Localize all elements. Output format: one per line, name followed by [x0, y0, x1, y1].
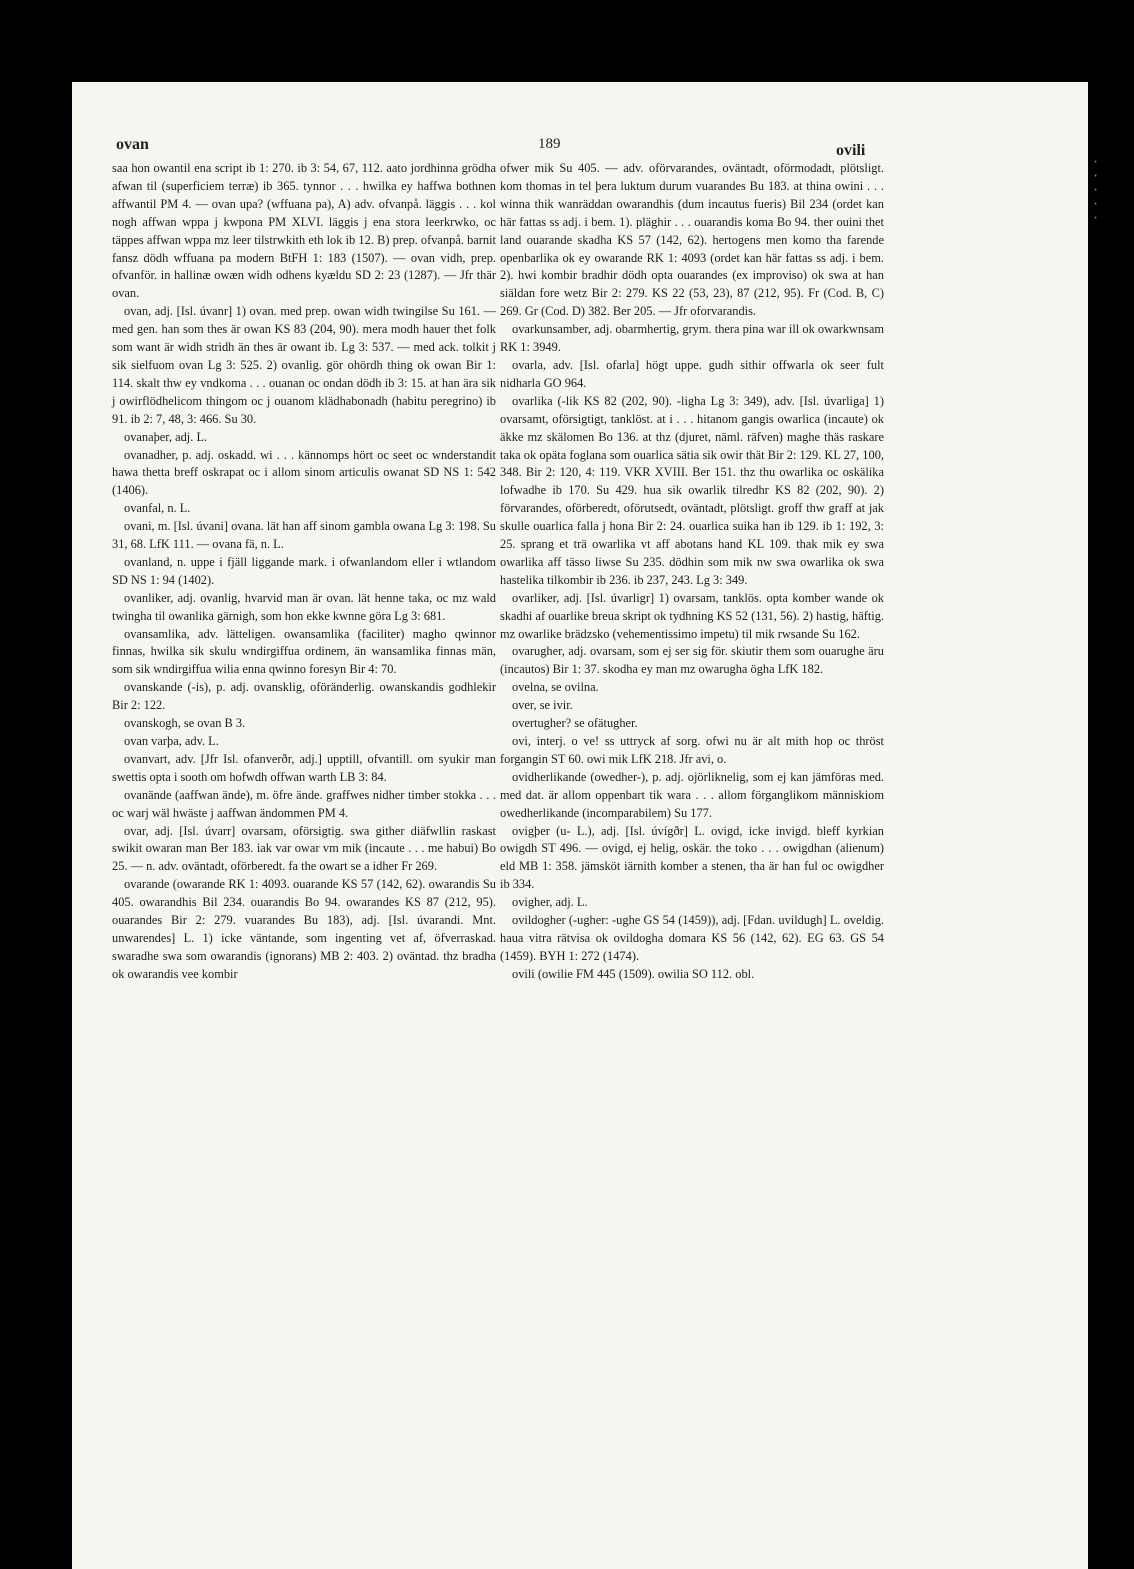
left-column	[112, 160, 496, 984]
dictionary-entry: ovan, adj. [Isl. úvanr] 1) ovan. med prep. owan widh twingilse Su 161. — med gen. han som thes är owan KS 83 (204, 90). mera modh hauer thet folk som want är widh stridh än thes är owant ib. Lg 3: 537. — med ack. tolkit j sik sielfuom ovan Lg 3: 525. 2) ovanlig. gör ohördh thing ok owan Bir 1: 114. skalt thw ey vndkoma . . . ouanan oc ondan dödh ib 3: 15. at han ära sik j owirflödhelicom thingom oc j ouanom klädhabonadh (habitu peregrino) ib 91. ib 2: 7, 48, 3: 466. Su 30.	[112, 304, 496, 426]
dictionary-entry: ovanskogh, se ovan B 3.	[124, 716, 246, 731]
dictionary-entry: ovarkunsamber, adj. obarmhertig, grym. thera pina war ill ok owarkwnsam RK 1: 3949.	[500, 322, 884, 355]
dictionary-entry: ovi, interj. o ve! ss uttryck af sorg. ofwi nu är alt mith hop oc thröst forgangin ST 60. owi mik LfK 218. Jfr avi, o.	[500, 734, 884, 766]
dictionary-entry: ovanaþer, adj. L.	[124, 429, 208, 444]
dictionary-entry: ovani, m. [Isl. úvani] ovana. lät han aff sinom gambla owana Lg 3: 198. Su 31, 68. LfK 111. — ovana fä, n. L.	[112, 519, 496, 552]
dictionary-entry: ovili (owilie FM 445 (1509). owilia SO 112. obl.	[512, 966, 755, 981]
dictionary-entry: over, se ivir.	[512, 698, 573, 713]
dictionary-entry: ovanfal, n. L.	[124, 501, 191, 516]
dictionary-entry: ovigher, adj. L.	[512, 895, 588, 910]
dictionary-entry: ovanliker, adj. ovanlig, hvarvid man är ovan. lät henne taka, oc mz wald twingha til owanlika gärnigh, som hon ekke kwnne göra Lg 3: 681.	[112, 590, 496, 623]
dictionary-entry: ovanskande (-is), p. adj. ovansklig, oföränderlig. owanskandis godhlekir Bir 2: 122.	[112, 680, 496, 713]
dictionary-entry: ovarla, adv. [Isl. ofarla] högt uppe. gudh sithir offwarla ok seer fult nidharla GO 964.	[500, 357, 884, 390]
right-column	[500, 160, 884, 984]
dictionary-entry: ovanland, n. uppe i fjäll liggande mark. i ofwanlandom eller i wtlandom SD NS 1: 94 (1402).	[112, 554, 496, 587]
dictionary-entry: ovidherlikande (owedher-), p. adj. ojörliknelig, som ej kan jämföras med. med dat. är allom oppenbart tik wara . . . allom förganglikom människiom owedherlikande (incomparabilem) Su 177.	[500, 769, 884, 820]
running-head-right: ovili	[836, 142, 866, 159]
dictionary-entry: ovan varþa, adv. L.	[124, 734, 219, 748]
margin-marks: · · · · ·	[1092, 155, 1110, 225]
dictionary-page	[72, 82, 1088, 1569]
dictionary-entry: overtugher? se ofätugher.	[512, 716, 638, 731]
dictionary-entry: ovarugher, adj. ovarsam, som ej ser sig för. skiutir them som ouarughe äru (incautos) Bir 1: 37. skodha ey man mz owarugha ögha LfK 182.	[500, 644, 884, 677]
dictionary-entry: ovanvart, adv. [Jfr Isl. ofanverðr, adj.] upptill, ofvantill. om syukir man swettis opta i sooth om hofwdh offwan warth LB 3: 84.	[112, 751, 496, 784]
dictionary-entry: ovansamlika, adv. lätteligen. owansamlika (faciliter) magho qwinnor finnas, hwilka sik skulu wndirgiffua ordinem, än wansamlika finnas män, som sik wndirgiffua wilia enna qwinno foresyn Bir 4: 70.	[112, 626, 496, 677]
dictionary-entry: ovarlika (-lik KS 82 (202, 90). -ligha Lg 3: 349), adv. [Isl. úvarliga] 1) ovarsamt, oförsigtigt, tanklöst. at i . . . hitanom gangis owarlica (incaute) ok äkke mz skälomen Bo 136. at thz (djuret, näml. räfven) maghe thäs raskare taka ok opäta foglana som ouarlica sätia sik owir thät Bir 2: 129. KL 27, 100, 348. Bir 2: 120, 4: 119. VKR XVIII. Ber 151. thz thu owarlika oc oskälika lofwadhe ib 170. Su 429. hua sik owarlik tilredhr KS 82 (202, 90). 2) förvarandes, oförberedt, oförutsedt, oväntadt, plötsligt. groff thw graff at jak skulle ouarlica falla j hona Bir 2: 24. ouarlica suika han ib 129. ib 1: 192, 3: 25. sprang et trä owarlika vt aff abotans hand KL 109. thak mik ey swa owarlika aff tässo liwse Su 235. dödhin som mik nw swa owarlika ok swa hastelika tilkombir ib 236. ib 237, 243. Lg 3: 349.	[500, 393, 884, 587]
dictionary-entry: ovelna, se ovilna.	[512, 680, 599, 695]
dictionary-entry: ovanadher, p. adj. oskadd. wi . . . kännomps hört oc seet oc wnderstandit hawa thetta breff oskrapat oc i allom sinom articulis owanat SD NS 1: 542 (1406).	[112, 447, 496, 498]
running-head-left: ovan	[116, 136, 149, 153]
dictionary-entry: ovanände (aaffwan ände), m. öfre ände. graffwes nidher timber stokka . . . oc warj wäl hwäste j aaffwan ändommen PM 4.	[112, 787, 496, 820]
dictionary-entry: saa hon owantil ena script ib 1: 270. ib 3: 54, 67, 112. aato jordhinna grödha afwan til (superficiem terræ) ib 365. tynnor . . . hwilka ey haffwa bothnen affwantil PM 4. — ovan upa? (wffuana pa), A) adv. ofvanpå. läggis . . . kol nogh affwan wppa j kwpona PM XLVI. läggis j ena stora leerkrwko, oc täppes affwan wppa mz leer tilstrwkith eth lok ib 12. B) prep. ofvanpå. barnit fansz dödh wffuana pa modern BtFH 1: 183 (1507). — ovan vidh, prep. ofvanför. in hallinæ owæn widh odhens kyældu SD 2: 23 (1287). — Jfr thär ovan.	[112, 161, 496, 301]
dictionary-entry: ofwer mik Su 405. — adv. oförvarandes, oväntadt, oförmodadt, plötsligt. kom thomas in tel þera luktum durum vuarandes Bu 183. at thina owini . . . winna thik wanräddan owarandhis (dum incautus fueris) Bil 234 (ordet kan här fattas ss adj. i bem. 1). pläghir . . . ouarandis koma Bo 94. ther ouini thet land ouarande skadha KS 57 (142, 62). hertogens men komo tha farende openbarlika ok ey owarande RK 1: 4093 (ordet kan här fattas ss adj. i bem. 2). hwi kombir bradhir dödh opta ouarandes (ex improviso) ok swa at han siäldan fore wetz Bir 2: 279. KS 22 (53, 23), 87 (212, 95). Fr (Cod. B, C) 269. Gr (Cod. D) 382. Ber 205. — Jfr oforvarandis.	[500, 161, 884, 319]
dictionary-entry: ovigþer (u- L.), adj. [Isl. úvígðr] L. ovigd, icke invigd. bleff kyrkian owigdh ST 496. — ovigd, ej helig, oskär. the toko . . . owigdhan (alienum) eld MB 1: 358. jämsköt iärnith komber a stenen, tha är han ful oc owigdher ib 334.	[500, 823, 884, 892]
dictionary-entry: ovildogher (-ugher: -ughe GS 54 (1459)), adj. [Fdan. uvildugh] L. oveldig. haua vitra rätvisa ok ovildogha domara KS 56 (142, 62). EG 63. GS 54 (1459). BYH 1: 272 (1474).	[500, 913, 884, 963]
page-number: 189	[538, 136, 561, 152]
dictionary-entry: ovarliker, adj. [Isl. úvarligr] 1) ovarsam, tanklös. opta komber wande ok skadhi af ouarlike breua skript ok tydhning KS 52 (131, 56). 2) hastig, häftig. mz owarlike brädzsko (vehementissimo impetu) til mik rwsande Su 162.	[500, 590, 884, 641]
dictionary-entry: ovarande (owarande RK 1: 4093. ouarande KS 57 (142, 62). owarandis Su 405. owarandhis Bil 234. ouarandis Bo 94. owarandes KS 87 (212, 95). ouarandes Bir 2: 279. vuarandes Bu 183), adj. [Isl. úvarandi. Mnt. unwarendes] L. 1) icke väntande, som ingenting vet af, öfverraskad. swaradhe swa som owarandis (ignorans) MB 2: 403. 2) oväntad. thz bradha ok owarandis vee kombir	[112, 877, 496, 981]
dictionary-entry: ovar, adj. [Isl. úvarr] ovarsam, oförsigtig. swa gither diäfwllin raskast swikit owaran man Ber 183. iak var owar vm mik (incaute . . . me habui) Bo 25. — n. adv. oväntadt, oförberedt. fa the owart se a idher Fr 269.	[112, 823, 496, 874]
